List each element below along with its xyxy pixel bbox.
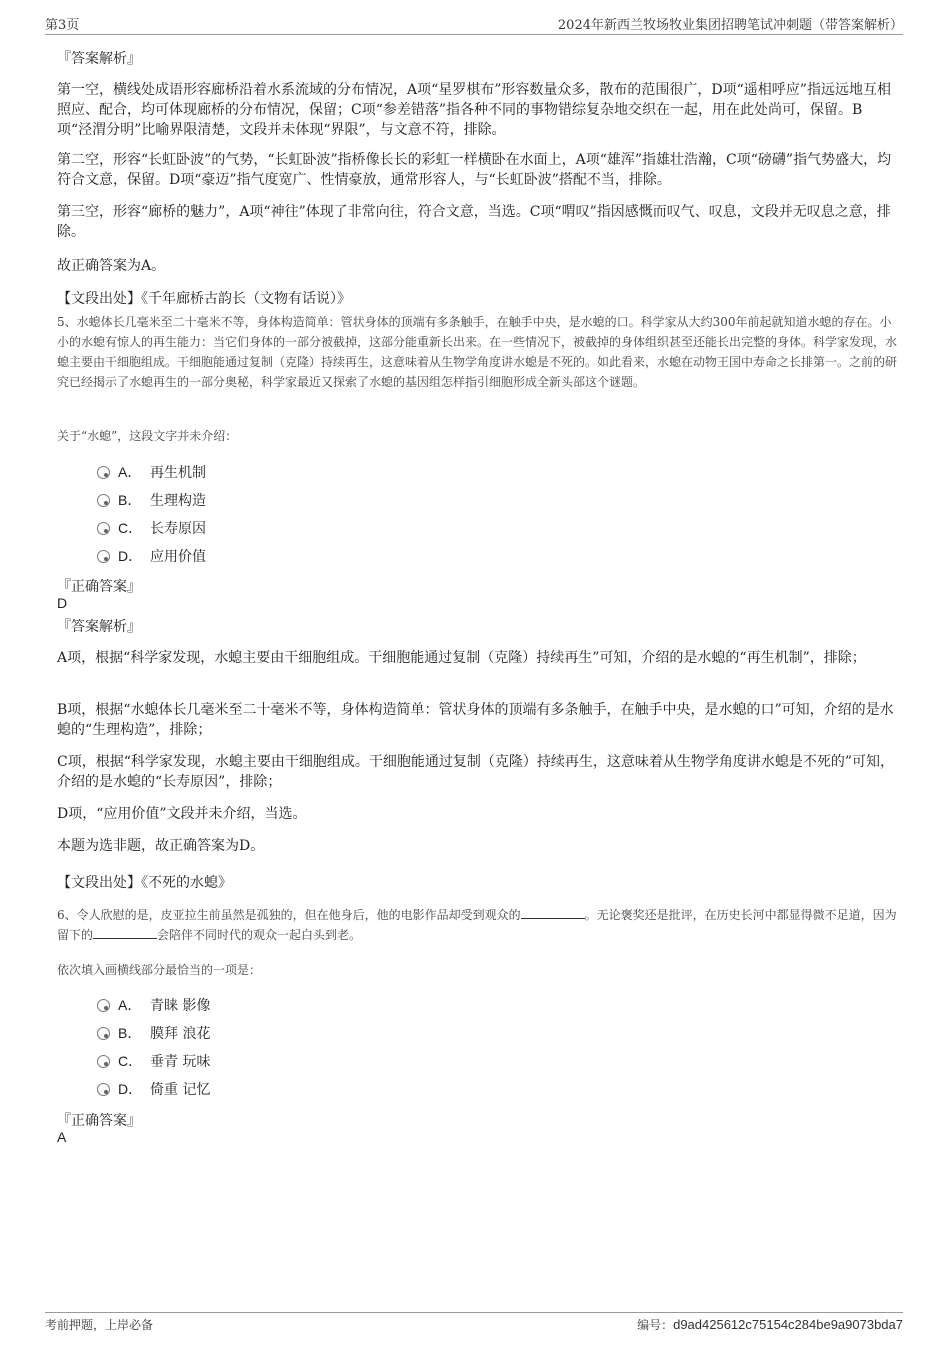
q5-option-d[interactable]: D． 应用价值 bbox=[97, 546, 206, 566]
fill-blank-2 bbox=[93, 926, 157, 939]
correct-answer-label: 『正确答案』 bbox=[57, 579, 141, 595]
page-footer bbox=[45, 1312, 903, 1335]
radio-icon[interactable] bbox=[97, 999, 110, 1012]
q6-option-d[interactable]: D． 倚重 记忆 bbox=[97, 1079, 210, 1099]
question-5-stem: 5、水螅体长几毫米至二十毫米不等，身体构造简单：管状身体的顶端有多条触手，在触手中央，是水螅的口。科学家从大约300年前起就知道水螅的存在。小小的水螅有惊人的再生能力：当它们身体的一部分被截掉，这部分能重新长出来。在一些情况下，被截掉的身体组织甚至还能长出完整的身体。科学家发现，水螅主要由干细胞组成。干细胞能通过复制（克隆）持续再生，这意味着从生物学角度讲水螅是不死的。如此看来，水螅在动物王国中寿命之长排第一。之前的研究已经揭示了水螅再生的一部分奥秘，科学家最近又探索了水螅的基因组怎样指引细胞形成全新头部这个谜题。 bbox=[57, 315, 898, 389]
analysis-option-c: C项，根据“科学家发现，水螅主要由干细胞组成。干细胞能通过复制（克隆）持续再生，这意味着从生物学角度讲水螅是不死的”可知，介绍的是水螅的“长寿原因”，排除； bbox=[57, 754, 895, 790]
q6-option-c[interactable]: C． 垂青 玩味 bbox=[97, 1051, 210, 1071]
page-header bbox=[45, 14, 903, 35]
footer-slogan: 考前押题，上岸必备 bbox=[45, 1318, 154, 1332]
question-5-prompt: 关于“水螅”，这段文字并未介绍： bbox=[57, 429, 238, 443]
analysis-option-a: A项，根据“科学家发现，水螅主要由干细胞组成。干细胞能通过复制（克隆）持续再生”可知，介绍的是水螅的“再生机制”，排除； bbox=[57, 650, 866, 666]
radio-icon[interactable] bbox=[97, 1027, 110, 1040]
radio-icon[interactable] bbox=[97, 1083, 110, 1096]
analysis-paragraph-1: 第一空，横线处成语形容廊桥沿着水系流域的分布情况，A项“星罗棋布”形容数量众多，散布的范围很广，D项“遥相呼应”指远远地互相照应、配合，均可体现廊桥的分布情况，保留；C项“参差错落”指各种不同的事物错综复杂地交织在一起，用在此处尚可，保留。B项“泾渭分明”比喻界限清楚，文段并未体现“界限”，与文意不符，排除。 bbox=[57, 82, 891, 138]
radio-icon[interactable] bbox=[97, 1055, 110, 1068]
analysis-label: 『答案解析』 bbox=[57, 619, 141, 635]
page-number: 第3页 bbox=[45, 18, 80, 33]
radio-icon[interactable] bbox=[97, 466, 110, 479]
text-source: 【文段出处】《千年廊桥古韵长（文物有话说）》 bbox=[57, 291, 351, 307]
analysis-paragraph-2: 第二空，形容“长虹卧波”的气势，“长虹卧波”指桥像长长的彩虹一样横卧在水面上，A项“雄浑”指雄壮浩瀚，C项“磅礴”指气势盛大，均符合文意，保留。D项“豪迈”指气度宽广、性情豪放，通常形容人，与“长虹卧波”搭配不当，排除。 bbox=[57, 152, 892, 188]
q5-option-b[interactable]: B． 生理构造 bbox=[97, 490, 206, 510]
text-source: 【文段出处】《不死的水螅》 bbox=[57, 875, 232, 891]
q6-option-a[interactable]: A． 青睐 影像 bbox=[97, 995, 210, 1015]
analysis-conclusion: 故正确答案为A。 bbox=[57, 258, 166, 274]
document-code: 编号：d9ad425612c75154c284be9a9073bda7 bbox=[637, 1317, 903, 1332]
radio-icon[interactable] bbox=[97, 522, 110, 535]
analysis-option-d: D项，“应用价值”文段并未介绍，当选。 bbox=[57, 806, 307, 822]
analysis-paragraph-3: 第三空，形容“廊桥的魅力”，A项“神往”体现了非常向往，符合文意，当选。C项“喟叹”指因感慨而叹气、叹息，文段并无叹息之意，排除。 bbox=[57, 204, 891, 240]
fill-blank-1 bbox=[521, 906, 585, 919]
correct-answer: D bbox=[57, 595, 68, 611]
radio-icon[interactable] bbox=[97, 550, 110, 563]
q5-option-c[interactable]: C． 长寿原因 bbox=[97, 518, 206, 538]
radio-icon[interactable] bbox=[97, 494, 110, 507]
question-6-prompt: 依次填入画横线部分最恰当的一项是： bbox=[57, 963, 262, 977]
question-6-stem: 6、令人欣慰的是，皮亚拉生前虽然是孤独的，但在他身后，他的电影作品却受到观众的 。无论褒奖还是批评，在历史长河中都显得微不足道，因为留下的 会陪伴不同时代的观众一起白头到老。 bbox=[57, 908, 897, 942]
correct-answer-label: 『正确答案』 bbox=[57, 1113, 141, 1129]
q5-option-a[interactable]: A． 再生机制 bbox=[97, 462, 206, 482]
analysis-option-b: B项，根据“水螅体长几毫米至二十毫米不等，身体构造简单：管状身体的顶端有多条触手，在触手中央，是水螅的口”可知，介绍的是水螅的“生理构造”，排除； bbox=[57, 702, 894, 738]
correct-answer: A bbox=[57, 1129, 67, 1145]
q6-option-b[interactable]: B． 膜拜 浪花 bbox=[97, 1023, 210, 1043]
analysis-conclusion: 本题为选非题，故正确答案为D。 bbox=[57, 838, 265, 854]
analysis-label: 『答案解析』 bbox=[57, 51, 141, 67]
document-title: 2024年新西兰牧场牧业集团招聘笔试冲刺题（带答案解析） bbox=[557, 18, 903, 33]
